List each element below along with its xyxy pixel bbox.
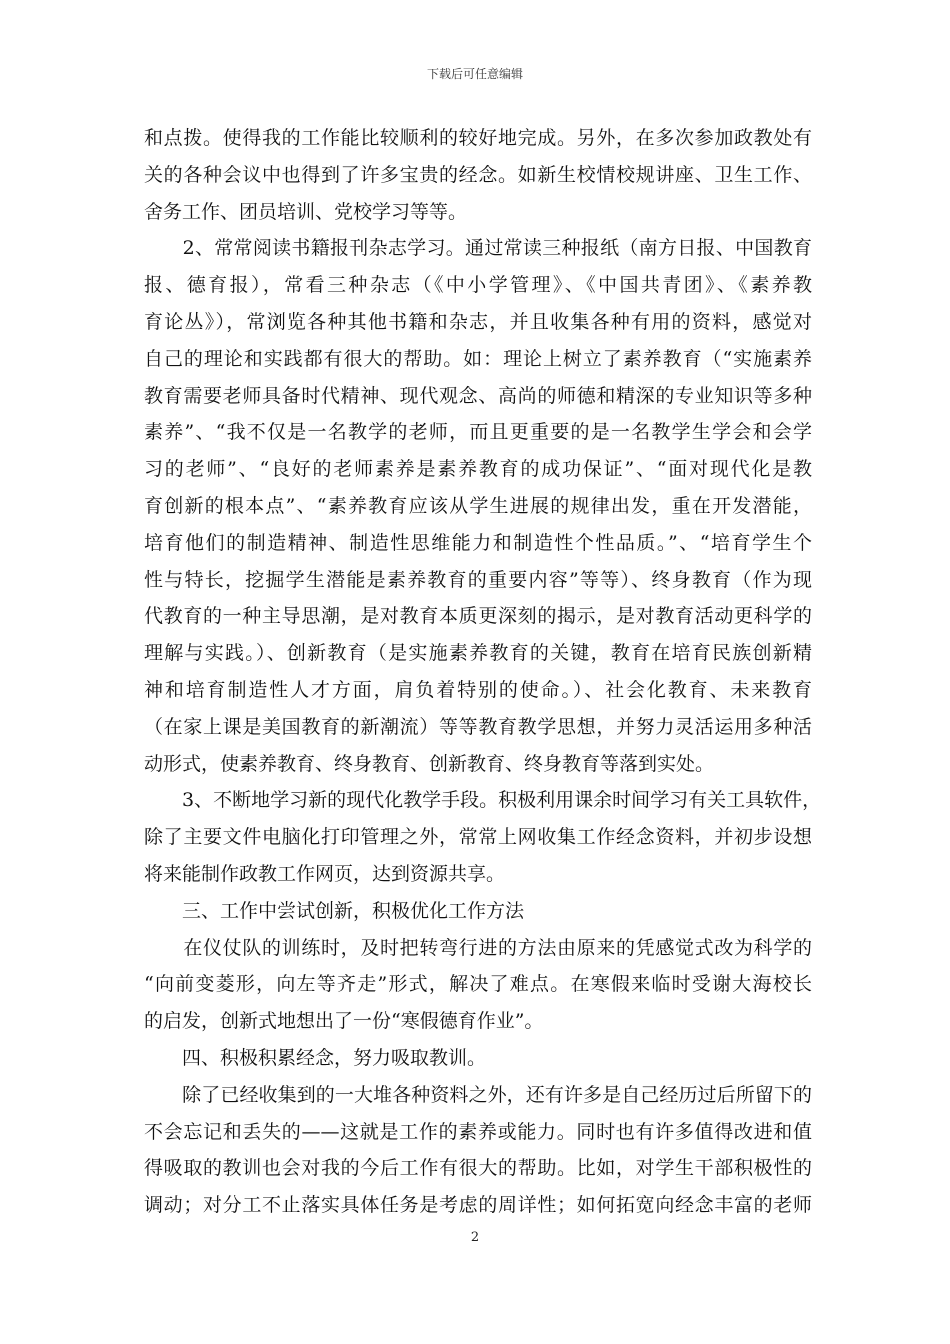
- page-header: 下载后可任意编辑: [426, 67, 523, 81]
- text-line: 育论丛》），常浏览各种其他书籍和杂志，并且收集各种有用的资料，感觉对: [144, 310, 812, 333]
- text-line: 2、常常阅读书籍报刊杂志学习。通过常读三种报纸（南方日报、中国教育: [144, 237, 812, 260]
- text-line: 教育需要老师具备时代精神、现代观念、高尚的师德和精深的专业知识等多种: [144, 384, 812, 407]
- text-line: 育创新的根本点”、“素养教育应该从学生进展的规律出发，重在开发潜能，: [144, 494, 812, 517]
- text-line: 在仪仗队的训练时，及时把转弯行进的方法由原来的凭感觉式改为科学的: [144, 936, 812, 959]
- section-heading: 四、积极积累经念，努力吸取教训。: [144, 1046, 487, 1069]
- text-line: 理解与实践。）、创新教育（是实施素养教育的关键，教育在培育民族创新精: [144, 642, 812, 665]
- body-text: [144, 120, 822, 1224]
- text-line: 培育他们的制造精神、制造性思维能力和制造性个性品质。”、“培育学生个: [144, 531, 812, 554]
- text-line: 素养”、“我不仅是一名教学的老师，而且更重要的是一名教学生学会和会学: [144, 421, 812, 444]
- text-line: 动形式，使素养教育、终身教育、创新教育、终身教育等落到实处。: [144, 752, 715, 775]
- text-line: 性与特长，挖掘学生潜能是素养教育的重要内容”等等）、终身教育（作为现: [144, 568, 812, 591]
- text-line: 和点拨。使得我的工作能比较顺利的较好地完成。另外，在多次参加政教处有: [144, 127, 812, 149]
- text-line: 除了主要文件电脑化打印管理之外，常常上网收集工作经念资料，并初步设想: [144, 826, 812, 849]
- text-line: 得吸取的教训也会对我的今后工作有很大的帮助。比如，对学生干部积极性的: [144, 1157, 812, 1180]
- text-line: 除了已经收集到的一大堆各种资料之外，还有许多是自己经历过后所留下的: [144, 1083, 812, 1106]
- text-line: “向前变菱形，向左等齐走”形式，解决了难点。在寒假来临时受谢大海校长: [144, 973, 812, 996]
- text-line: 代教育的一种主导思潮，是对教育本质更深刻的揭示，是对教育活动更科学的: [144, 605, 812, 628]
- text-line: 的启发，创新式地想出了一份“寒假德育作业”。: [144, 1010, 544, 1033]
- text-line: 调动；对分工不止落实具体任务是考虑的周详性；如何拓宽向经念丰富的老师: [144, 1194, 812, 1217]
- text-line: 报、德育报），常看三种杂志（《中小学管理》、《中国共青团》、《素养教: [144, 274, 812, 297]
- text-line: 自己的理论和实践都有很大的帮助。如：理论上树立了素养教育（“实施素养: [144, 347, 812, 370]
- text-line: 3、不断地学习新的现代化教学手段。积极利用课余时间学习有关工具软件，: [144, 789, 822, 812]
- text-line: 舍务工作、团员培训、党校学习等等。: [144, 200, 468, 223]
- text-line: 关的各种会议中也得到了许多宝贵的经念。如新生校情校规讲座、卫生工作、: [144, 163, 812, 186]
- text-line: 将来能制作政教工作网页，达到资源共享。: [144, 862, 506, 885]
- text-line: 神和培育制造性人才方面，肩负着特别的使命。）、社会化教育、未来教育: [144, 678, 812, 701]
- text-line: （在家上课是美国教育的新潮流）等等教育教学思想，并努力灵活运用多种活: [144, 715, 812, 738]
- page-number: 2: [470, 1230, 480, 1245]
- section-heading: 三、工作中尝试创新，积极优化工作方法: [144, 899, 525, 922]
- text-line: 习的老师”、“良好的老师素养是素养教育的成功保证”、“面对现代化是教: [144, 458, 812, 481]
- text-line: 不会忘记和丢失的——这就是工作的素养或能力。同时也有许多值得改进和值: [144, 1120, 812, 1143]
